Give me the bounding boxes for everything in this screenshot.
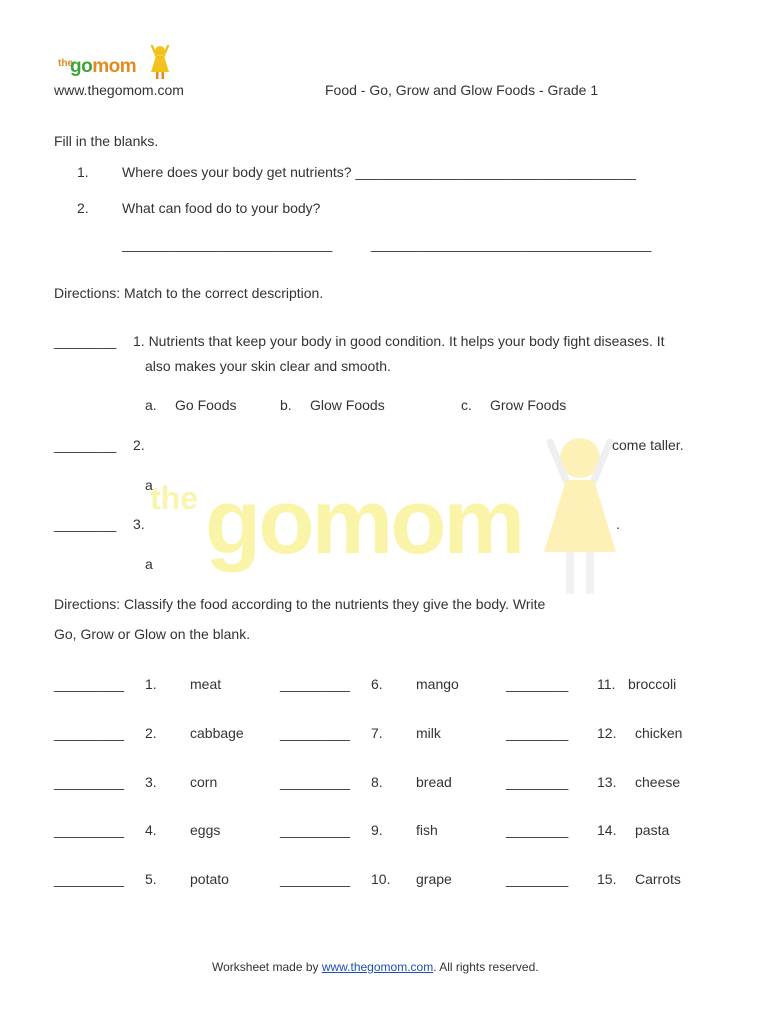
food-answer-blank[interactable]: _________ (280, 676, 351, 692)
match1-line1: 1. Nutrients that keep your body in good condition. It helps your body fight diseases. It (133, 333, 665, 349)
section1-heading: Fill in the blanks. (54, 133, 159, 149)
match1-line2: also makes your skin clear and smooth. (145, 358, 391, 374)
food-item-number: 15. (597, 871, 617, 887)
food-answer-blank[interactable]: _________ (280, 822, 351, 838)
q2-text: What can food do to your body? (122, 200, 321, 216)
food-item-number: 2. (145, 725, 157, 741)
watermark-the: the (150, 480, 198, 516)
food-item-name: corn (190, 774, 218, 790)
food-item-name: potato (190, 871, 229, 887)
food-item-number: 7. (371, 725, 383, 741)
logo-mom: mom (92, 56, 137, 77)
watermark-figure-icon (530, 430, 630, 600)
match3-blank[interactable]: ________ (54, 516, 117, 532)
food-item-number: 5. (145, 871, 157, 887)
section3-heading-line2: Go, Grow or Glow on the blank. (54, 626, 251, 642)
logo-wordmark (70, 56, 136, 78)
food-item-name: meat (190, 676, 222, 692)
food-answer-blank[interactable]: _________ (280, 871, 351, 887)
match1-blank[interactable]: ________ (54, 333, 117, 349)
food-item-name: bread (416, 774, 452, 790)
food-item-number: 13. (597, 774, 617, 790)
option-b-label: Glow Foods (310, 397, 385, 413)
match3-text-tail: . (616, 516, 620, 532)
food-answer-blank[interactable]: _________ (54, 725, 125, 741)
food-item-name: eggs (190, 822, 221, 838)
footer-prefix: Worksheet made by (212, 960, 322, 974)
food-answer-blank[interactable]: ________ (506, 774, 569, 790)
option-a-letter: a. (145, 397, 157, 413)
food-item-name: grape (416, 871, 452, 887)
food-item-name: cabbage (190, 725, 244, 741)
food-answer-blank[interactable]: ________ (506, 676, 569, 692)
food-item-number: 11. (597, 676, 616, 692)
food-item-name: pasta (635, 822, 670, 838)
food-answer-blank[interactable]: ________ (506, 822, 569, 838)
food-answer-blank[interactable]: _________ (54, 774, 125, 790)
food-item-name: broccoli (628, 676, 677, 692)
food-answer-blank[interactable]: _________ (280, 725, 351, 741)
site-url[interactable]: www.thegomom.com (54, 82, 184, 98)
food-item-number: 9. (371, 822, 383, 838)
q2-answer-blank-a[interactable]: ___________________________ (122, 236, 333, 252)
worksheet-title: Food - Go, Grow and Glow Foods - Grade 1 (325, 82, 599, 98)
food-item-name: Carrots (635, 871, 681, 887)
food-item-name: mango (416, 676, 459, 692)
food-item-name: fish (416, 822, 438, 838)
food-item-number: 14. (597, 822, 617, 838)
footer (212, 960, 539, 975)
food-answer-blank[interactable]: ________ (506, 871, 569, 887)
option-c-letter: c. (461, 397, 472, 413)
food-item-number: 3. (145, 774, 157, 790)
section3-heading-line1: Directions: Classify the food according to the nutrients they give the body. Write (54, 596, 546, 612)
q2-number: 2. (77, 200, 89, 216)
food-answer-blank[interactable]: _________ (54, 676, 125, 692)
q1-text: Where does your body get nutrients? ____________________________________ (122, 164, 636, 180)
logo-go: go (70, 56, 93, 77)
option-a-label: Go Foods (175, 397, 237, 413)
food-item-name: milk (416, 725, 441, 741)
match3-option: a (145, 556, 153, 572)
logo-the: the (58, 58, 73, 69)
option-b-letter: b. (280, 397, 292, 413)
option-c-label: Grow Foods (490, 397, 567, 413)
footer-link[interactable]: www.thegomom.com (321, 960, 434, 974)
match2-blank[interactable]: ________ (54, 437, 117, 453)
section2-heading: Directions: Match to the correct description. (54, 285, 324, 301)
footer-suffix: . All rights reserved. (433, 960, 539, 974)
food-item-number: 1. (145, 676, 157, 692)
food-item-number: 8. (371, 774, 383, 790)
food-item-name: cheese (635, 774, 681, 790)
watermark-word: gomom (205, 471, 523, 573)
match3-number: 3. (133, 516, 145, 532)
q1-number: 1. (77, 164, 89, 180)
food-answer-blank[interactable]: ________ (506, 725, 569, 741)
food-item-number: 12. (597, 725, 617, 741)
food-answer-blank[interactable]: _________ (54, 822, 125, 838)
food-item-number: 10. (371, 871, 391, 887)
match2-option: a (145, 477, 153, 493)
food-item-number: 4. (145, 822, 157, 838)
food-answer-blank[interactable]: _________ (54, 871, 125, 887)
food-answer-blank[interactable]: _________ (280, 774, 351, 790)
logo-figure-icon (148, 44, 172, 80)
q2-answer-blank-b[interactable]: ____________________________________ (371, 236, 652, 252)
food-item-name: chicken (635, 725, 683, 741)
match2-text-tail: come taller. (612, 437, 684, 453)
food-item-number: 6. (371, 676, 383, 692)
match2-number: 2. (133, 437, 145, 453)
